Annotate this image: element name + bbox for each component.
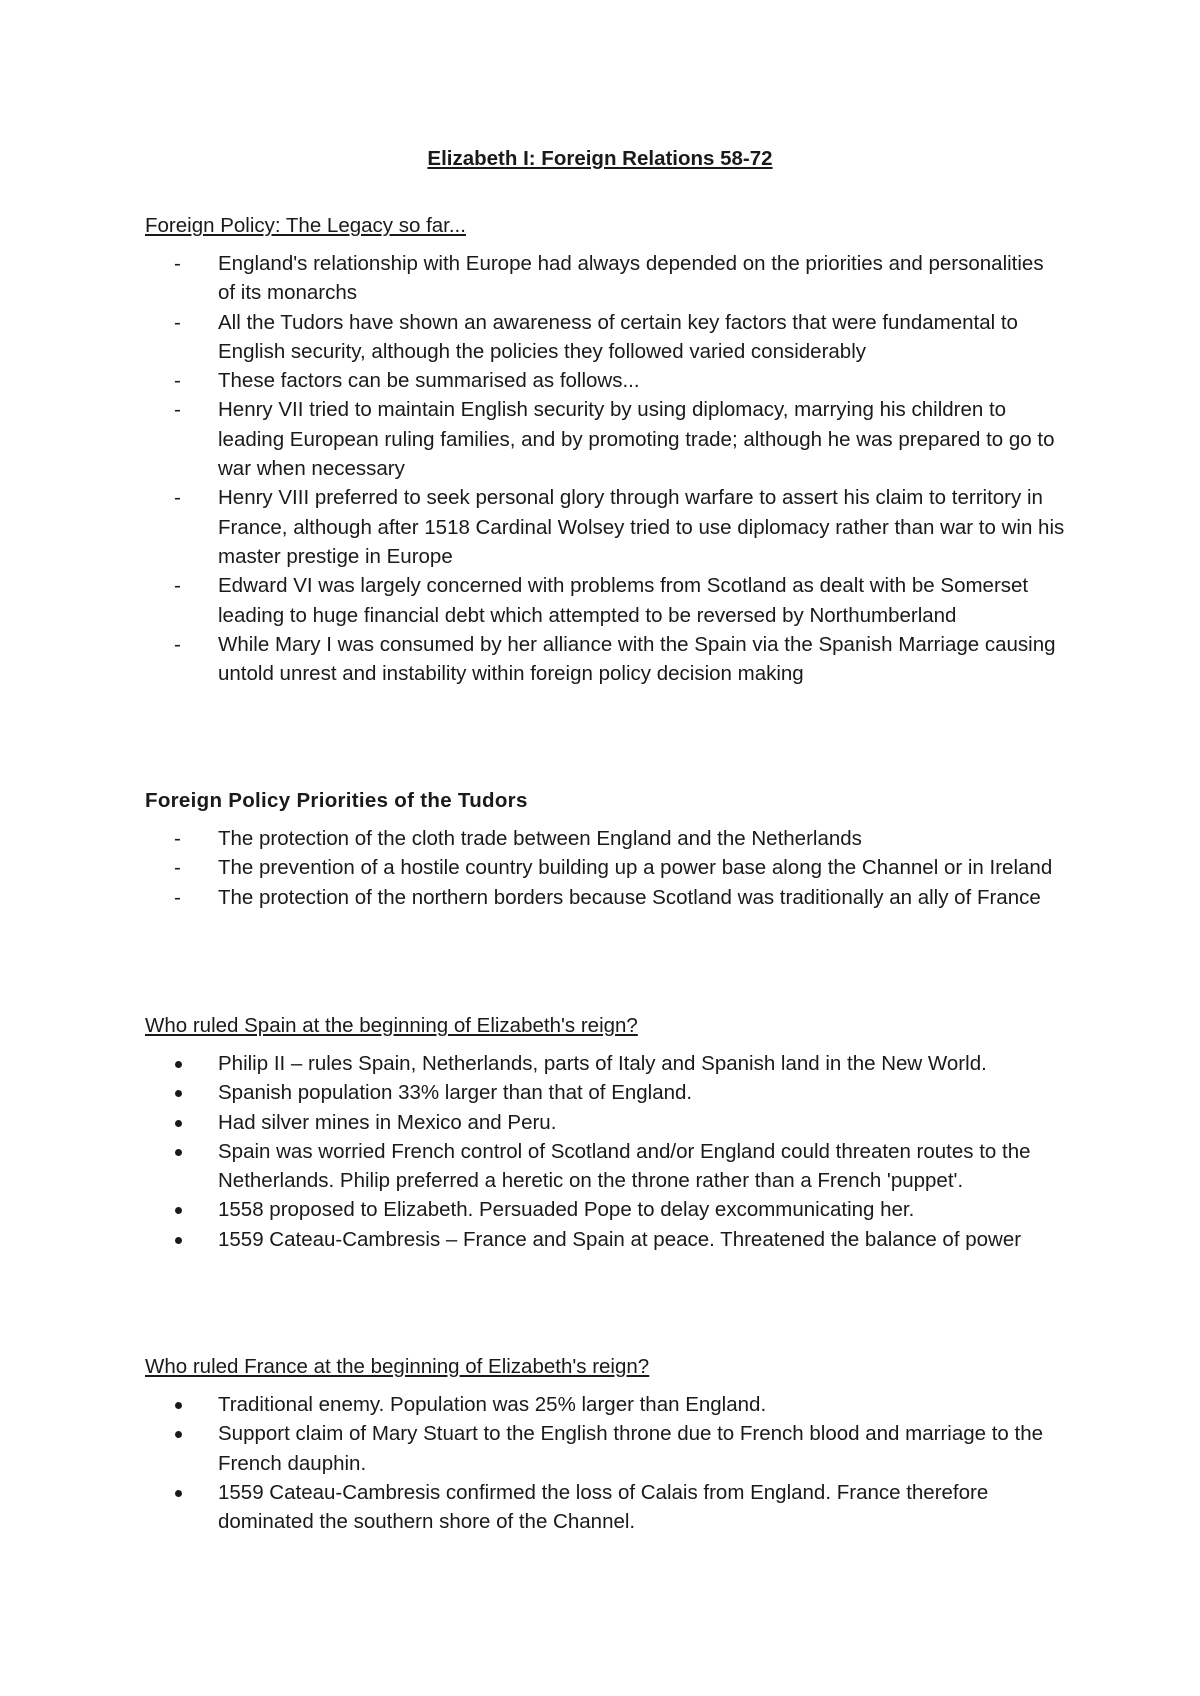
priorities-list [145,824,1065,912]
list-item: 1559 Cateau-Cambresis – France and Spain at peace. Threatened the balance of power [218,1227,1022,1251]
list-item: - These factors can be summarised as follows... [145,366,1065,395]
list-item: Philip II – rules Spain, Netherlands, parts of Italy and Spanish land in the New World. [218,1052,987,1075]
document-title: Elizabeth I: Foreign Relations 58-72 [427,147,773,170]
dash-marker [174,853,194,882]
section-heading-legacy: Foreign Policy: The Legacy so far... [145,214,466,237]
list-item: 1558 proposed to Elizabeth. Persuaded Pope to delay excommunicating her. [218,1198,915,1222]
section-france [145,1352,1065,1536]
dash-marker [174,630,194,659]
dash-marker [174,366,194,395]
list-item: Traditional enemy. Population was 25% larger than England. [218,1393,767,1416]
list-item: Had silver mines in Mexico and Peru. [218,1110,557,1134]
list-item: Spanish population 33% larger than that of England. [218,1081,693,1105]
dash-marker [174,249,194,278]
list-item: - Henry VII tried to maintain English security by using diplomacy, marrying his children to leading European ruling families, and by promoting trade; although he was prepared to go to war when necessary [145,395,1065,483]
legacy-list [145,249,1065,688]
dash-marker [174,483,194,512]
dash-marker [174,308,194,337]
list-item: - Edward VI was largely concerned with problems from Scotland as dealt with be Somerset leading to huge financial debt which attempted to be reversed by Northumberland [145,571,1065,630]
dash-marker [174,883,194,912]
section-priorities [145,786,1065,912]
list-item: - The prevention of a hostile country building up a power base along the Channel or in Ireland [145,853,1065,882]
dash-marker [174,824,194,853]
section-heading-spain: Who ruled Spain at the beginning of Elizabeth's reign? [145,1014,638,1037]
list-item: - Henry VIII preferred to seek personal glory through warfare to assert his claim to territory in France, although after 1518 Cardinal Wolsey tried to use diplomacy rather than war to win his master prestige in Europe [145,483,1065,571]
section-legacy [145,211,1065,688]
dash-marker [174,571,194,600]
list-item: Spain was worried French control of Scotland and/or England could threaten routes to the Netherlands. Philip preferred a heretic on the throne rather than a French 'puppet'. [218,1139,1031,1193]
section-heading-priorities: Foreign Policy Priorities of the Tudors [145,789,528,812]
list-item: - The protection of the northern borders because Scotland was traditionally an ally of France [145,883,1065,912]
dash-marker [174,395,194,424]
list-item: 1559 Cateau-Cambresis confirmed the loss of Calais from England. France therefore dominated the southern shore of the Channel. [218,1480,989,1534]
list-item: - While Mary I was consumed by her alliance with the Spain via the Spanish Marriage causing untold unrest and instability within foreign policy decision making [145,630,1065,689]
france-list [145,1390,1065,1536]
list-item: Support claim of Mary Stuart to the English throne due to French blood and marriage to the French dauphin. [218,1422,1044,1475]
list-item: - England's relationship with Europe had always depended on the priorities and personalities of its monarchs [145,249,1065,308]
spain-list [145,1049,1065,1254]
list-item: - All the Tudors have shown an awareness of certain key factors that were fundamental to English security, although the policies they followed varied considerably [145,308,1065,367]
section-spain [145,1011,1065,1254]
section-heading-france: Who ruled France at the beginning of Elizabeth's reign? [145,1355,650,1378]
list-item: - The protection of the cloth trade between England and the Netherlands [145,824,1065,853]
